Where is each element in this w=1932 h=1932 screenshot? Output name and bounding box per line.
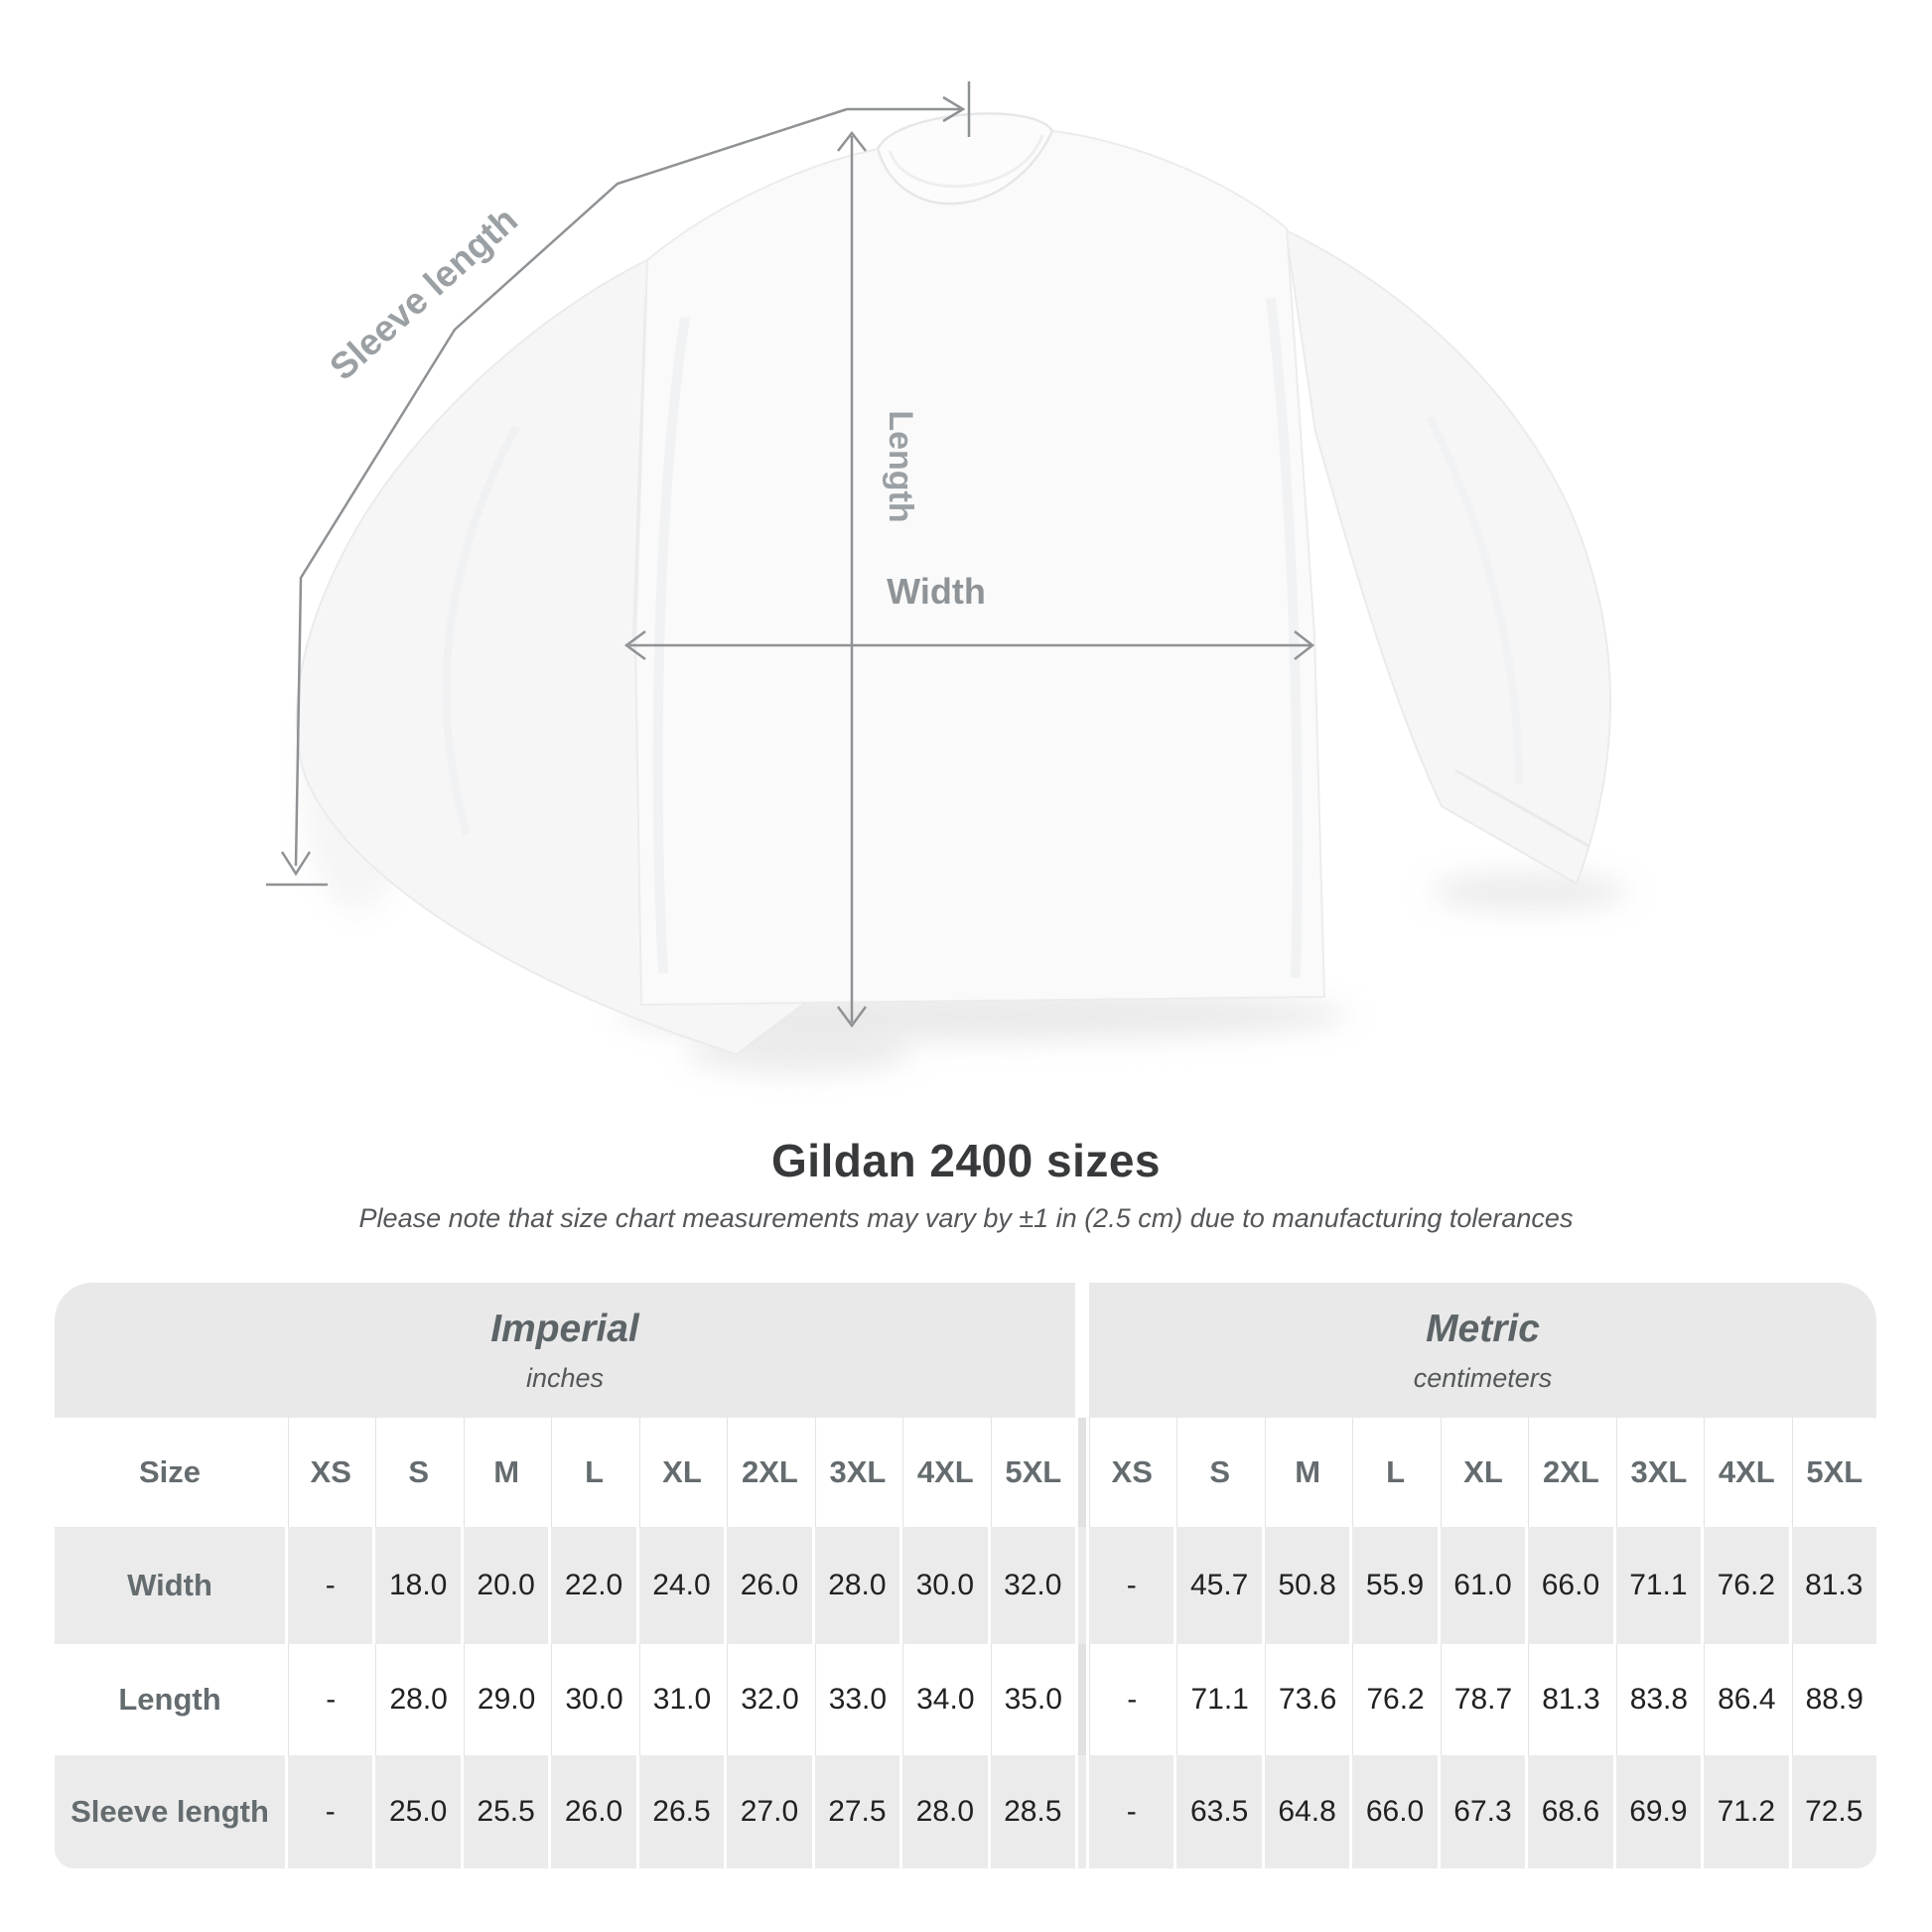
- table-rows: [55, 1527, 1876, 1868]
- size-header-cell: M: [464, 1418, 548, 1527]
- value-cell: 76.2: [1704, 1527, 1788, 1644]
- value-cell: 45.7: [1176, 1527, 1261, 1644]
- value-cell: 71.2: [1704, 1755, 1788, 1868]
- value-cell: 66.0: [1352, 1755, 1437, 1868]
- size-header-cell: XL: [1441, 1418, 1525, 1527]
- value-cell: 25.0: [375, 1755, 460, 1868]
- value-cell: 86.4: [1704, 1644, 1788, 1755]
- metric-units: centimeters: [1413, 1362, 1553, 1393]
- value-cell: 88.9: [1792, 1644, 1876, 1755]
- value-cell: 28.0: [815, 1527, 899, 1644]
- page-subtitle: Please note that size chart measurements may vary by ±1 in (2.5 cm) due to manufacturing tolerances: [358, 1203, 1574, 1233]
- title-block: [0, 1134, 1932, 1234]
- size-header-cell: XL: [639, 1418, 724, 1527]
- value-cell: 66.0: [1528, 1527, 1612, 1644]
- size-header-cell: M: [1265, 1418, 1349, 1527]
- size-header-cell: L: [551, 1418, 635, 1527]
- value-cell: 27.0: [727, 1755, 811, 1868]
- value-cell: 69.9: [1616, 1755, 1701, 1868]
- value-cell: 20.0: [464, 1527, 548, 1644]
- value-cell: 18.0: [375, 1527, 460, 1644]
- sleeve-length-label: Sleeve length: [322, 199, 525, 388]
- value-cell: 63.5: [1176, 1755, 1261, 1868]
- value-cell: 35.0: [991, 1644, 1075, 1755]
- value-cell: 55.9: [1352, 1527, 1437, 1644]
- value-cell: 25.5: [464, 1755, 548, 1868]
- value-cell: 26.0: [551, 1755, 635, 1868]
- value-cell: 22.0: [551, 1527, 635, 1644]
- value-cell: 71.1: [1176, 1644, 1261, 1755]
- value-cell: 73.6: [1265, 1644, 1349, 1755]
- size-header-cell: 5XL: [1792, 1418, 1876, 1527]
- value-cell: 33.0: [815, 1644, 899, 1755]
- table-row: [55, 1527, 1876, 1644]
- imperial-label: Imperial: [490, 1307, 639, 1350]
- value-cell: 26.0: [727, 1527, 811, 1644]
- size-header-cell: XS: [1089, 1418, 1173, 1527]
- value-cell: -: [1089, 1644, 1173, 1755]
- value-cell: 31.0: [639, 1644, 724, 1755]
- shirt-body: [635, 131, 1324, 1005]
- value-cell: 83.8: [1616, 1644, 1701, 1755]
- value-cell: 76.2: [1352, 1644, 1437, 1755]
- value-cell: 50.8: [1265, 1527, 1349, 1644]
- size-header-cell: 5XL: [991, 1418, 1075, 1527]
- size-header-cell: S: [1176, 1418, 1261, 1527]
- value-cell: 81.3: [1528, 1644, 1612, 1755]
- value-cell: 30.0: [902, 1527, 987, 1644]
- value-cell: -: [288, 1527, 372, 1644]
- size-column-header: Size: [55, 1418, 285, 1527]
- length-label: Length: [882, 410, 919, 523]
- value-cell: -: [288, 1644, 372, 1755]
- unit-divider: [1078, 1755, 1086, 1868]
- size-header-cell: 3XL: [1616, 1418, 1701, 1527]
- value-cell: -: [1089, 1755, 1173, 1868]
- size-table: [55, 1283, 1876, 1868]
- size-header-cell: S: [375, 1418, 460, 1527]
- size-header-cell: L: [1352, 1418, 1437, 1527]
- metric-label: Metric: [1426, 1307, 1540, 1350]
- unit-divider: [1078, 1644, 1086, 1755]
- value-cell: 30.0: [551, 1644, 635, 1755]
- value-cell: -: [288, 1755, 372, 1868]
- imperial-band: [55, 1283, 1075, 1418]
- row-header-cell: Sleeve length: [55, 1755, 285, 1868]
- value-cell: 81.3: [1792, 1527, 1876, 1644]
- value-cell: 67.3: [1441, 1755, 1525, 1868]
- page-title: Gildan 2400 sizes: [770, 1135, 1162, 1186]
- value-cell: 29.0: [464, 1644, 548, 1755]
- unit-divider: [1078, 1418, 1086, 1527]
- value-cell: 32.0: [727, 1644, 811, 1755]
- size-header-cell: 2XL: [727, 1418, 811, 1527]
- value-cell: 28.5: [991, 1755, 1075, 1868]
- value-cell: 61.0: [1441, 1527, 1525, 1644]
- size-header-row: [55, 1418, 1876, 1527]
- value-cell: 34.0: [902, 1644, 987, 1755]
- size-header-cell: 2XL: [1528, 1418, 1612, 1527]
- imperial-units: inches: [525, 1362, 605, 1393]
- shirt-right-sleeve: [1286, 230, 1610, 884]
- row-header-cell: Width: [55, 1527, 285, 1644]
- value-cell: 32.0: [991, 1527, 1075, 1644]
- value-cell: -: [1089, 1527, 1173, 1644]
- value-cell: 27.5: [815, 1755, 899, 1868]
- table-row: [55, 1755, 1876, 1868]
- width-label: Width: [887, 571, 986, 612]
- value-cell: 24.0: [639, 1527, 724, 1644]
- value-cell: 28.0: [375, 1644, 460, 1755]
- size-header-cell: XS: [288, 1418, 372, 1527]
- value-cell: 72.5: [1792, 1755, 1876, 1868]
- metric-band: [1089, 1283, 1876, 1418]
- row-header-cell: Length: [55, 1644, 285, 1755]
- value-cell: 26.5: [639, 1755, 724, 1868]
- table-row: [55, 1644, 1876, 1755]
- value-cell: 71.1: [1616, 1527, 1701, 1644]
- value-cell: 78.7: [1441, 1644, 1525, 1755]
- size-header-cell: 4XL: [1704, 1418, 1788, 1527]
- value-cell: 28.0: [902, 1755, 987, 1868]
- size-header-cell: 3XL: [815, 1418, 899, 1527]
- value-cell: 64.8: [1265, 1755, 1349, 1868]
- size-header-cell: 4XL: [902, 1418, 987, 1527]
- unit-band: [55, 1283, 1876, 1418]
- unit-divider: [1078, 1527, 1086, 1644]
- value-cell: 68.6: [1528, 1755, 1612, 1868]
